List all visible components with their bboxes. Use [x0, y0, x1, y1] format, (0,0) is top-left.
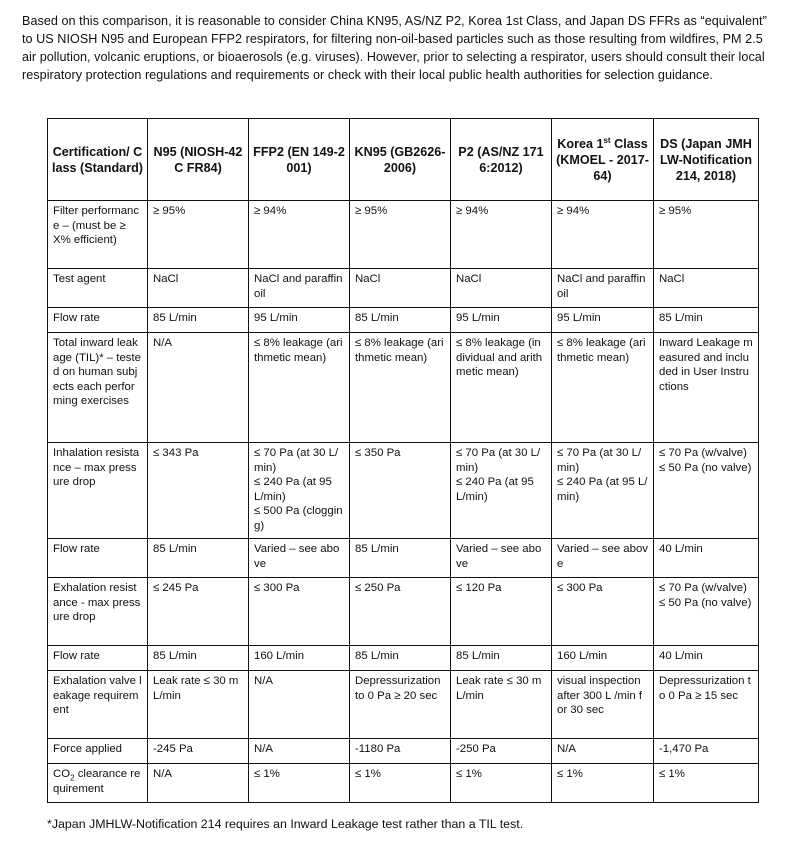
cell-line: 40 L/min: [659, 543, 703, 555]
cell-line: visual inspection after 300 L /min for 30 sec: [557, 675, 643, 716]
table-cell: [350, 333, 451, 443]
table-cell: [249, 764, 350, 803]
table-row: [48, 201, 759, 269]
table-cell: [654, 201, 759, 269]
table-cell: [451, 739, 552, 764]
cell-line: N/A: [557, 743, 576, 755]
cell-line: ≤ 70 Pa (at 30 L/min): [456, 447, 541, 474]
respirator-comparison-table: [47, 118, 759, 803]
table-cell: [451, 646, 552, 671]
cell-line: 85 L/min: [659, 312, 703, 324]
cell-line: 95 L/min: [557, 312, 601, 324]
table-cell: [249, 333, 350, 443]
cell-line: ≤ 1%: [659, 768, 685, 780]
table-cell: [552, 333, 654, 443]
row-label-text: Inhalation resistance – max pressure drop: [53, 447, 140, 488]
cell-line: ≤ 240 Pa (at 95 L/min): [254, 476, 332, 503]
row-label-text: Test agent: [53, 273, 106, 285]
cell-line: ≤ 8% leakage (arithmetic mean): [355, 337, 444, 364]
cell-line: ≤ 70 Pa (at 30 L/min): [254, 447, 339, 474]
table-cell: [654, 539, 759, 578]
table-cell: [654, 578, 759, 646]
cell-line: ≤ 240 Pa (at 95 L/min): [557, 476, 648, 503]
table-cell: [350, 671, 451, 739]
row-label-text: Flow rate: [53, 543, 100, 555]
table-header-row: [48, 119, 759, 201]
cell-line: N/A: [254, 743, 273, 755]
header-p2: P2 (AS/NZ 1716:2012): [451, 119, 552, 201]
row-label-text: CO: [53, 768, 71, 780]
table-row: [48, 443, 759, 539]
table-cell: [552, 578, 654, 646]
cell-line: -1180 Pa: [355, 743, 401, 755]
row-label-text: Total inward leakage (TIL)* – tested on human subjects each performing exercises: [53, 337, 142, 407]
table-cell: [350, 764, 451, 803]
table-cell: [552, 269, 654, 308]
cell-line: 95 L/min: [254, 312, 298, 324]
row-label: [48, 269, 148, 308]
table-cell: [148, 764, 249, 803]
table-cell: [350, 201, 451, 269]
header-korea-sup: st: [603, 135, 611, 145]
intro-paragraph: Based on this comparison, it is reasonable to consider China KN95, AS/NZ P2, Korea 1st Class, and Japan DS FFRs as “equivalent” to US NIOSH N95 and European FFP2 respirators, for filtering non-oil-based particles such as those resulting from wildfires, PM 2.5 air pollution, volcanic eruptions, or bioaerosols (e.g. viruses). However, prior to selecting a respirator, users should consult their local respiratory protection regulations and requirements or check with their local public health authorities for selection guidance.: [22, 14, 767, 82]
cell-line: -245 Pa: [153, 743, 193, 755]
table-row: [48, 578, 759, 646]
table-cell: [350, 269, 451, 308]
cell-line: Depressurization to 0 Pa ≥ 20 sec: [355, 675, 441, 702]
cell-line: Varied – see above: [456, 543, 542, 570]
cell-line: NaCl: [355, 273, 381, 285]
row-label: [48, 201, 148, 269]
cell-line: ≤ 8% leakage (individual and arithmetic mean): [456, 337, 543, 378]
row-label: [48, 333, 148, 443]
cell-line: NaCl: [153, 273, 179, 285]
table-cell: [552, 739, 654, 764]
table-cell: [148, 269, 249, 308]
header-n95: N95 (NIOSH-42C FR84): [148, 119, 249, 201]
table-cell: [451, 201, 552, 269]
row-label: [48, 764, 148, 803]
cell-line: ≤ 350 Pa: [355, 447, 401, 459]
cell-line: NaCl: [456, 273, 482, 285]
table-cell: [148, 308, 249, 333]
table-cell: [654, 333, 759, 443]
cell-line: Varied – see above: [557, 543, 648, 570]
table-cell: [350, 443, 451, 539]
table-cell: [451, 443, 552, 539]
table-cell: [451, 539, 552, 578]
table-cell: [249, 739, 350, 764]
table-cell: [552, 443, 654, 539]
table-row: [48, 739, 759, 764]
cell-line: ≤ 245 Pa: [153, 582, 199, 594]
table-cell: [451, 308, 552, 333]
table-cell: [654, 646, 759, 671]
table-row: [48, 646, 759, 671]
table-cell: [451, 333, 552, 443]
table-cell: [451, 578, 552, 646]
table-cell: [148, 201, 249, 269]
cell-line: ≤ 70 Pa (w/valve): [659, 447, 747, 459]
row-label-subscript: 2: [70, 773, 75, 783]
table-cell: [249, 539, 350, 578]
table-cell: [249, 308, 350, 333]
table-cell: [654, 269, 759, 308]
table-row: [48, 269, 759, 308]
table-cell: [350, 739, 451, 764]
cell-line: ≤ 250 Pa: [355, 582, 401, 594]
footnote: *Japan JMHLW-Notification 214 requires an Inward Leakage test rather than a TIL test.: [47, 817, 524, 831]
table-cell: [249, 269, 350, 308]
table-cell: [148, 443, 249, 539]
table-cell: [654, 308, 759, 333]
cell-line: NaCl and paraffin oil: [254, 273, 343, 300]
row-label-after: clearance requirement: [53, 768, 141, 795]
row-label: [48, 671, 148, 739]
table-row: [48, 764, 759, 803]
table-cell: [552, 671, 654, 739]
table-cell: [654, 764, 759, 803]
table-row: [48, 539, 759, 578]
table-cell: [249, 646, 350, 671]
cell-line: 85 L/min: [456, 650, 500, 662]
cell-line: ≤ 1%: [557, 768, 583, 780]
cell-line: 160 L/min: [557, 650, 608, 662]
table-cell: [451, 269, 552, 308]
table-cell: [249, 671, 350, 739]
table-cell: [249, 201, 350, 269]
table-cell: [148, 671, 249, 739]
table-cell: [552, 539, 654, 578]
cell-line: ≤ 240 Pa (at 95 L/min): [456, 476, 534, 503]
cell-line: ≤ 1%: [254, 768, 280, 780]
cell-line: ≤ 1%: [355, 768, 381, 780]
row-label: [48, 308, 148, 333]
cell-line: ≥ 94%: [557, 205, 590, 217]
header-certification: Certification/ Class (Standard): [48, 119, 148, 201]
cell-line: ≤ 70 Pa (w/valve): [659, 582, 747, 594]
row-label: [48, 539, 148, 578]
table-cell: [654, 739, 759, 764]
table-cell: [654, 443, 759, 539]
table-cell: [451, 764, 552, 803]
cell-line: N/A: [254, 675, 273, 687]
cell-line: Depressurization to 0 Pa ≥ 15 sec: [659, 675, 751, 702]
table-row: [48, 333, 759, 443]
row-label-text: Force applied: [53, 743, 123, 755]
cell-line: N/A: [153, 768, 172, 780]
cell-line: ≤ 300 Pa: [557, 582, 603, 594]
cell-line: ≤ 8% leakage (arithmetic mean): [557, 337, 646, 364]
row-label: [48, 739, 148, 764]
cell-line: 160 L/min: [254, 650, 305, 662]
cell-line: ≤ 50 Pa (no valve): [659, 596, 752, 609]
header-korea-after: Class (KMOEL - 2017-64): [556, 136, 649, 183]
cell-line: 40 L/min: [659, 650, 703, 662]
table-row: [48, 308, 759, 333]
row-label: [48, 578, 148, 646]
cell-line: -250 Pa: [456, 743, 496, 755]
cell-line: 85 L/min: [153, 543, 197, 555]
table-cell: [552, 308, 654, 333]
cell-line: ≥ 95%: [355, 205, 388, 217]
table-cell: [350, 308, 451, 333]
header-ds-japan: DS (Japan JMHLW-Notification 214, 2018): [654, 119, 759, 201]
header-korea: [552, 119, 654, 201]
table-cell: [350, 539, 451, 578]
cell-line: 85 L/min: [355, 650, 399, 662]
cell-line: ≥ 94%: [254, 205, 287, 217]
cell-line: Inward Leakage measured and included in User Instructions: [659, 337, 753, 393]
table-cell: [350, 578, 451, 646]
table-cell: [552, 764, 654, 803]
cell-line: Leak rate ≤ 30 mL/min: [456, 675, 542, 702]
table-cell: [148, 333, 249, 443]
cell-line: 85 L/min: [355, 312, 399, 324]
cell-line: ≤ 8% leakage (arithmetic mean): [254, 337, 343, 364]
cell-line: 85 L/min: [153, 650, 197, 662]
header-kn95: KN95 (GB2626-2006): [350, 119, 451, 201]
table-cell: [148, 646, 249, 671]
table-row: [48, 671, 759, 739]
cell-line: NaCl: [659, 273, 685, 285]
header-ffp2: FFP2 (EN 149-2001): [249, 119, 350, 201]
cell-line: ≤ 300 Pa: [254, 582, 300, 594]
cell-line: 85 L/min: [355, 543, 399, 555]
table-body: [48, 201, 759, 803]
cell-line: Varied – see above: [254, 543, 340, 570]
table-cell: [654, 671, 759, 739]
cell-line: ≥ 95%: [153, 205, 186, 217]
cell-line: 85 L/min: [153, 312, 197, 324]
cell-line: Leak rate ≤ 30 mL/min: [153, 675, 239, 702]
table-cell: [249, 443, 350, 539]
cell-line: ≤ 1%: [456, 768, 482, 780]
row-label: [48, 443, 148, 539]
cell-line: ≤ 50 Pa (no valve): [659, 461, 752, 474]
table-cell: [148, 539, 249, 578]
table-cell: [451, 671, 552, 739]
row-label: [48, 646, 148, 671]
cell-line: 95 L/min: [456, 312, 500, 324]
table-cell: [552, 201, 654, 269]
cell-line: ≤ 70 Pa (at 30 L/min): [557, 447, 642, 474]
row-label-text: Exhalation valve leakage requirement: [53, 675, 142, 716]
header-korea-text: Korea 1: [557, 136, 604, 151]
row-label-text: Filter performance – (must be ≥ X% efficient): [53, 205, 140, 246]
table-cell: [552, 646, 654, 671]
cell-line: ≤ 343 Pa: [153, 447, 199, 459]
cell-line: NaCl and paraffin oil: [557, 273, 646, 300]
cell-line: ≥ 94%: [456, 205, 489, 217]
table-cell: [148, 578, 249, 646]
cell-line: ≤ 500 Pa (clogging): [254, 505, 343, 532]
table-cell: [249, 578, 350, 646]
table-cell: [148, 739, 249, 764]
row-label-text: Flow rate: [53, 650, 100, 662]
table-cell: [350, 646, 451, 671]
row-label-text: Exhalation resistance - max pressure drop: [53, 582, 141, 623]
row-label-text: Flow rate: [53, 312, 100, 324]
cell-line: ≤ 120 Pa: [456, 582, 502, 594]
cell-line: -1,470 Pa: [659, 743, 709, 755]
cell-line: ≥ 95%: [659, 205, 692, 217]
cell-line: N/A: [153, 337, 172, 349]
